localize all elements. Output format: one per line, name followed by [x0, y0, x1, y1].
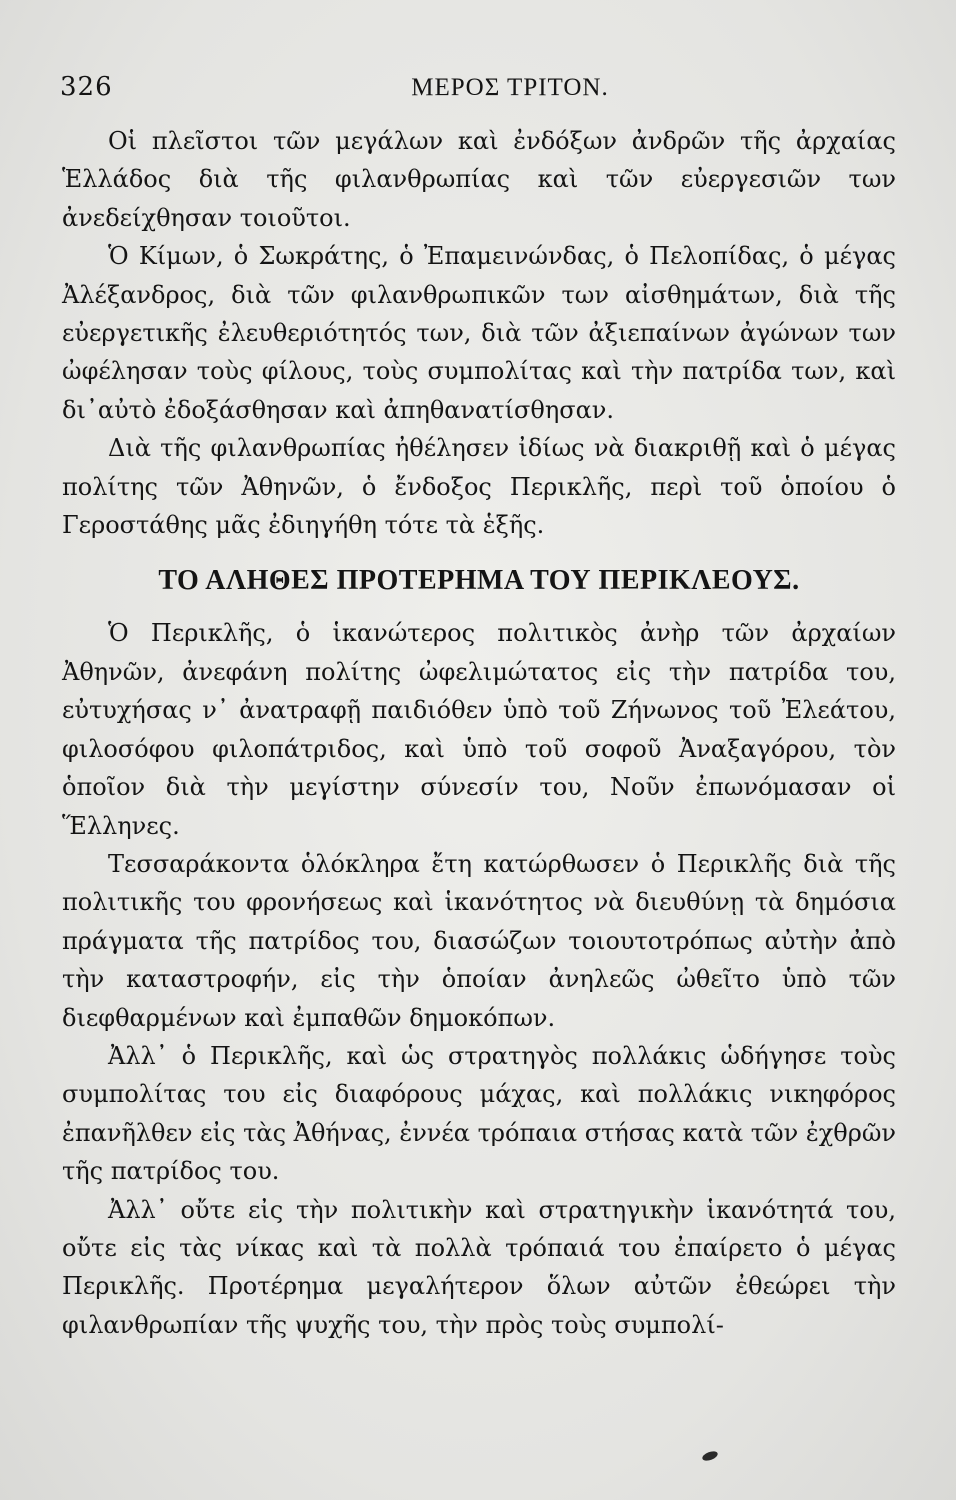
- page-body: [62, 122, 896, 1344]
- paragraph: Ἀλλ᾽ οὔτε εἰς τὴν πολιτικὴν καὶ στρατηγικὴν ἱκανότητά του, οὔτε εἰς τὰς νίκας καὶ τὰ πολλὰ τρόπαιά του ἐπαίρετο ὁ μέγας Περικλῆς. Προτέρημα μεγαλήτερον ὅλων αὐτῶν ἐθεώρει τὴν φιλανθρωπίαν τῆς ψυχῆς του, τὴν πρὸς τοὺς συμπολί-: [62, 1195, 896, 1339]
- paragraph: Ἀλλ᾽ ὁ Περικλῆς, καὶ ὡς στρατηγὸς πολλάκις ὡδήγησε τοὺς συμπολίτας του εἰς διαφόρους μάχας, καὶ πολλάκις νικηφόρος ἐπανῆλθεν εἰς τὰς Ἀθήνας, ἐννέα τρόπαια στήσας κατὰ τῶν ἐχθρῶν τῆς πατρίδος του.: [62, 1041, 896, 1186]
- paragraph: Οἱ πλεῖστοι τῶν μεγάλων καὶ ἐνδόξων ἀνδρῶν τῆς ἀρχαίας Ἑλλάδος διὰ τῆς φιλανθρωπίας καὶ τῶν εὐεργεσιῶν των ἀνεδείχθησαν τοιοῦτοι.: [62, 127, 896, 232]
- ink-speck: [701, 1450, 719, 1463]
- paragraph: Τεσσαράκοντα ὁλόκληρα ἔτη κατώρθωσεν ὁ Περικλῆς διὰ τῆς πολιτικῆς του φρονήσεως καὶ ἱκανότητος νὰ διευθύνῃ τὰ δημόσια πράγματα τῆς πατρίδος του, διασώζων τοιουτοτρόπως αὐτὴν ἀπὸ τὴν καταστροφήν, εἰς τὴν ὁποίαν ἀνηλεῶς ὠθεῖτο ὑπὸ τῶν διεφθαρμένων καὶ ἐμπαθῶν δημοκόπων.: [62, 849, 896, 1032]
- section-title: ΤΟ ΑΛΗΘΕΣ ΠΡΟΤΕΡΗΜΑ ΤΟΥ ΠΕΡΙΚΛΕΟΥΣ.: [158, 565, 800, 597]
- paragraph: Ὁ Περικλῆς, ὁ ἱκανώτερος πολιτικὸς ἀνὴρ τῶν ἀρχαίων Ἀθηνῶν, ἀνεφάνη πολίτης ὠφελιμώτατος εἰς τὴν πατρίδα του, εὐτυχήσας ν᾽ ἀνατραφῇ παιδιόθεν ὑπὸ τοῦ Ζήνωνος τοῦ Ἐλεάτου, φιλοσόφου φιλοπάτριδος, καὶ ὑπὸ τοῦ σοφοῦ Ἀναξαγόρου, τὸν ὁποῖον διὰ τὴν μεγίστην σύνεσίν του, Νοῦν ἐπωνόμασαν οἱ Ἕλληνες.: [62, 619, 896, 840]
- page-header: [60, 72, 900, 112]
- paragraph: Διὰ τῆς φιλανθρωπίας ἠθέλησεν ἰδίως νὰ διακριθῇ καὶ ὁ μέγας πολίτης τῶν Ἀθηνῶν, ὁ ἔνδοξος Περικλῆς, περὶ τοῦ ὁποίου ὁ Γεροστάθης μᾶς ἐδιηγήθη τότε τὰ ἑξῆς.: [62, 434, 896, 540]
- paragraph: Ὁ Κίμων, ὁ Σωκράτης, ὁ Ἐπαμεινώνδας, ὁ Πελοπίδας, ὁ μέγας Ἀλέξανδρος, διὰ τῶν φιλανθρωπικῶν των αἰσθημάτων, διὰ τῆς εὐεργετικῆς ἐλευθεριότητός των, διὰ τῶν ἀξιεπαίνων ἀγώνων των ὠφέλησαν τοὺς φίλους, τοὺς συμπολίτας καὶ τὴν πατρίδα των, καὶ δι᾽αὐτὸ ἐδοξάσθησαν καὶ ἀπηθανατίσθησαν.: [62, 242, 896, 424]
- page-number: 326: [60, 72, 113, 102]
- running-head: ΜΕΡΟΣ ΤΡΙΤΟΝ.: [411, 74, 609, 101]
